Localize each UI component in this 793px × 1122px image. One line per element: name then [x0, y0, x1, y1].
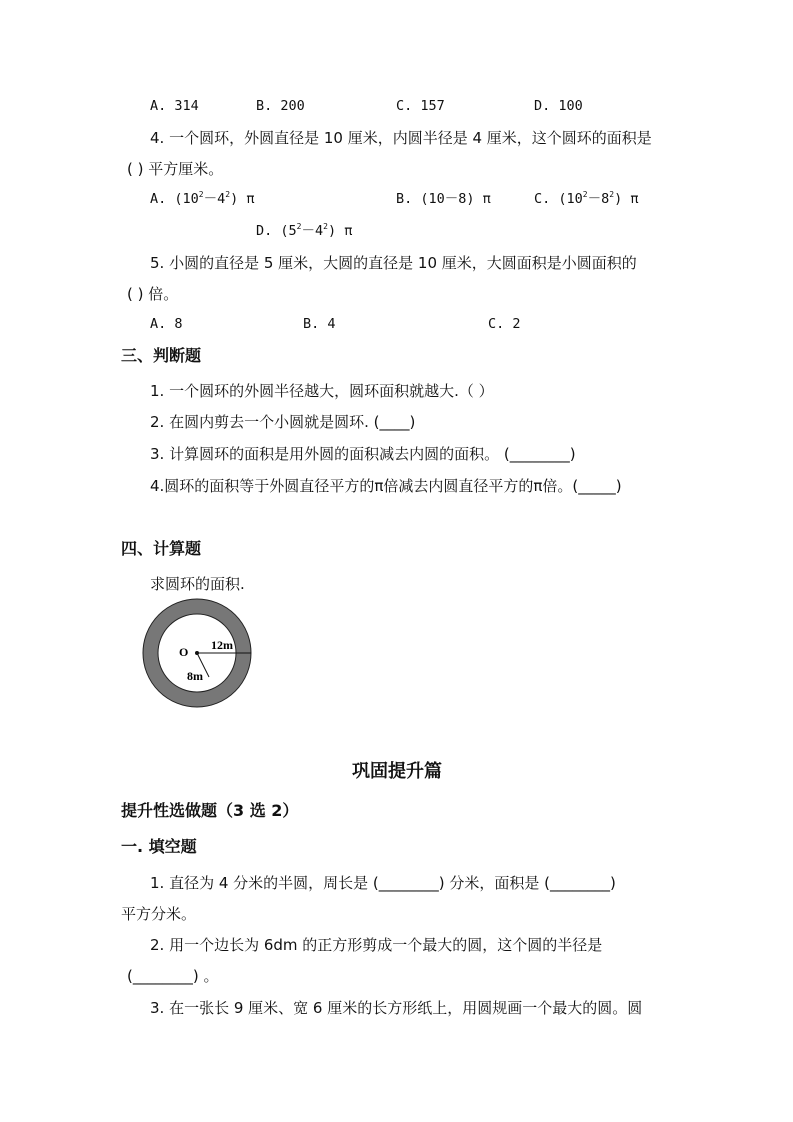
section3-item-1: 1. 一个圆环的外圆半径越大，圆环面积就越大.（ ）: [150, 382, 494, 400]
part2-subtitle: 提升性选做题（3 选 2）: [121, 801, 299, 820]
part2-title: 巩固提升篇: [352, 761, 442, 782]
outer-radius-label: 12m: [211, 638, 233, 652]
q4-option-a: A. $(10^2-4^2)$ π: [150, 190, 255, 207]
q4-option-c: C. $(10^2-8^2)$ π: [534, 190, 639, 207]
q4-question-line1: 4. 一个圆环，外圆直径是 10 厘米，内圆半径是 4 厘米，这个圆环的面积是: [150, 129, 652, 147]
q5-option-b: B. 4: [303, 316, 336, 332]
inner-radius-label: 8m: [187, 669, 203, 683]
section3-title: 三、判断题: [121, 346, 202, 365]
q4-question-line2: ( ) 平方厘米。: [127, 160, 224, 178]
q4-option-b: B. (10－8) π: [396, 191, 491, 207]
section3-item-4: 4.圆环的面积等于外圆直径平方的π倍减去内圆直径平方的π倍。(_____): [150, 477, 622, 495]
center-dot: [195, 651, 199, 655]
q3-option-c: C. 157: [396, 98, 445, 114]
part2-q2-line2: (________) 。: [127, 967, 219, 985]
q5-option-c: C. 2: [488, 316, 521, 332]
part2-q2-line1: 2. 用一个边长为 6dm 的正方形剪成一个最大的圆，这个圆的半径是: [150, 936, 603, 954]
q4-option-d: D. $(5^2-4^2)$ π: [256, 222, 353, 239]
q3-option-d: D. 100: [534, 98, 583, 114]
section3-item-3: 3. 计算圆环的面积是用外圆的面积减去内圆的面积。 (________): [150, 445, 576, 463]
section3-item-2: 2. 在圆内剪去一个小圆就是圆环. (____): [150, 413, 416, 431]
center-label: O: [179, 645, 189, 659]
part2-q3-line1: 3. 在一张长 9 厘米、宽 6 厘米的长方形纸上，用圆规画一个最大的圆。圆: [150, 999, 643, 1017]
q5-option-a: A. 8: [150, 316, 183, 332]
annulus-figure: [135, 595, 265, 715]
q5-question-line2: ( ) 倍。: [127, 285, 179, 303]
part2-section1-title: 一. 填空题: [121, 837, 197, 856]
q3-option-a: A. 314: [150, 98, 199, 114]
q5-question-line1: 5. 小圆的直径是 5 厘米，大圆的直径是 10 厘米，大圆面积是小圆面积的: [150, 254, 637, 272]
part2-q1-line2: 平方分米。: [121, 905, 197, 923]
section4-title: 四、计算题: [121, 539, 202, 558]
q3-option-b: B. 200: [256, 98, 305, 114]
part2-q1-line1: 1. 直径为 4 分米的半圆，周长是 (________) 分米，面积是 (________): [150, 874, 616, 892]
section4-prompt: 求圆环的面积.: [150, 575, 245, 593]
